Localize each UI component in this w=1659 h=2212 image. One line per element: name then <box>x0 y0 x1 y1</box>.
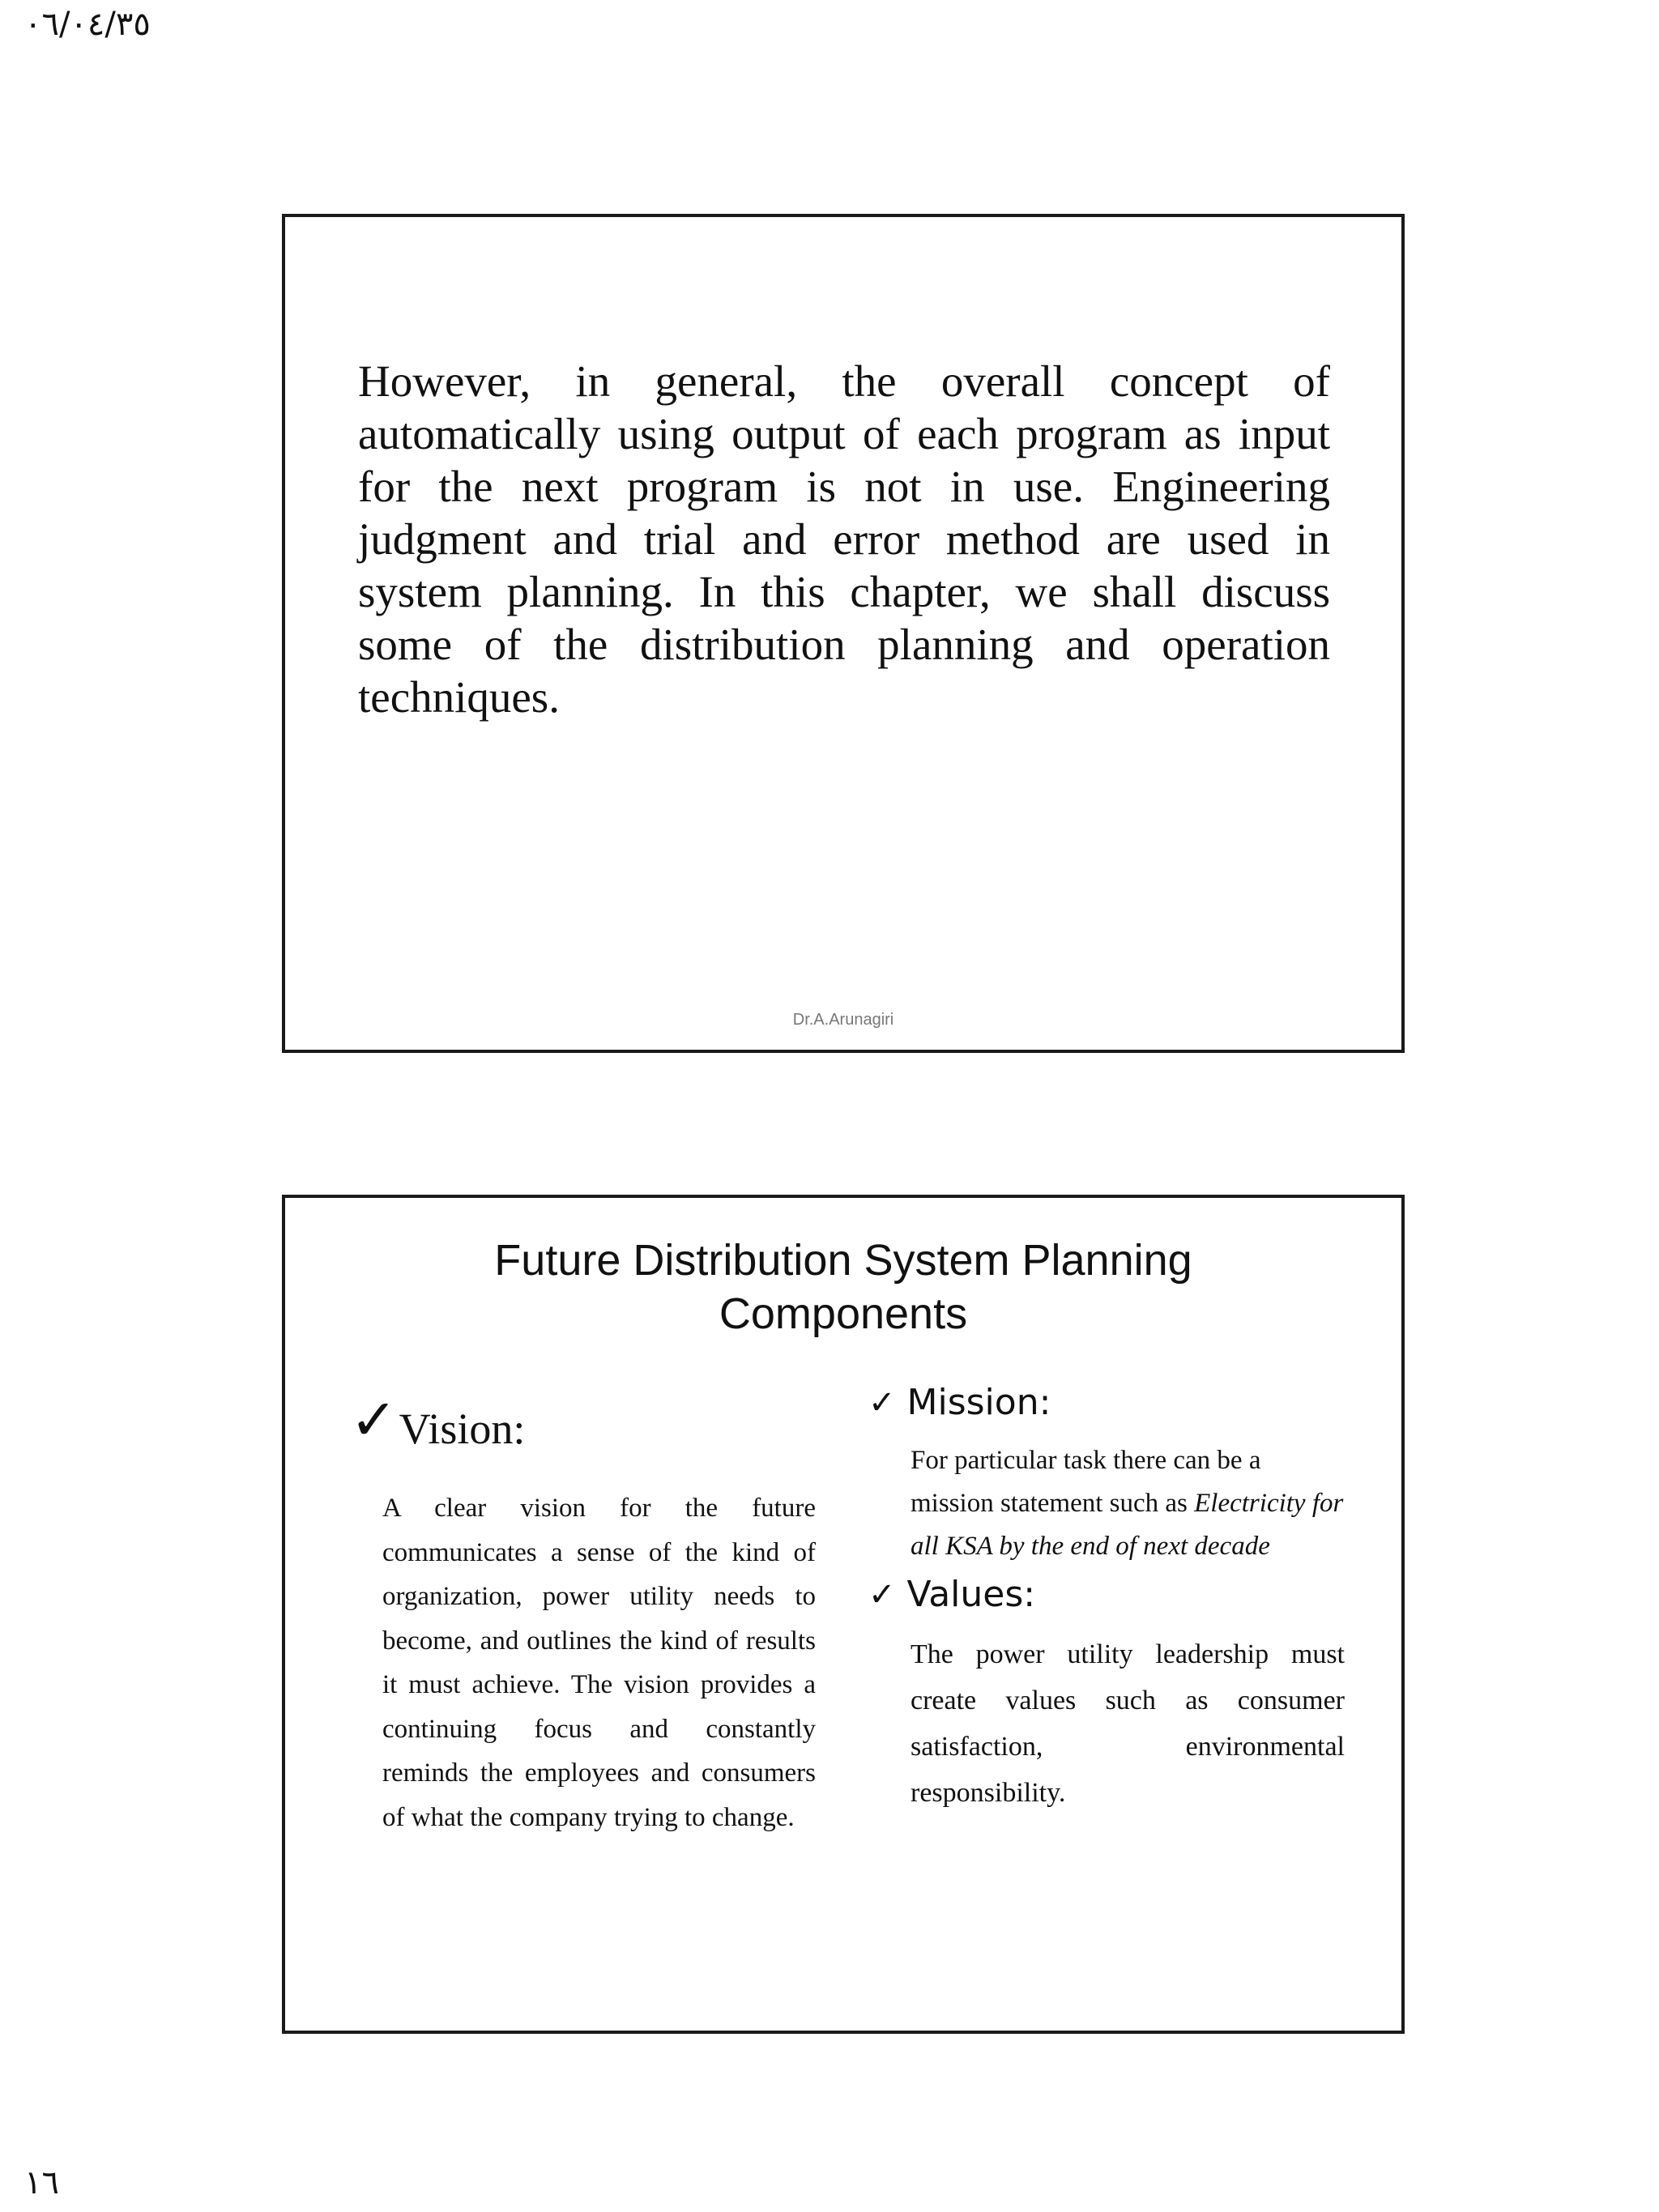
mission-text <box>911 1439 1345 1568</box>
values-text: The power utility leadership must create values such as consumer satisfaction, environmental responsibility. <box>911 1639 1345 1808</box>
checkmark-icon: ✓ <box>868 1576 896 1613</box>
slide-1 <box>282 214 1405 1053</box>
mission-heading-label: Mission: <box>906 1382 1051 1423</box>
checkmark-icon: ✓ <box>350 1387 398 1453</box>
vision-heading-label: Vision: <box>399 1404 526 1453</box>
page-number: ١٦ <box>24 2164 59 2201</box>
slide-2-title <box>285 1234 1401 1340</box>
checkmark-icon: ✓ <box>868 1384 896 1421</box>
slide-1-paragraph: However, in general, the overall concept of automatically using output of each program as input for the next program is not in use. Engineering judgment and trial and error method are used in system planning. In this chapter, we shall discuss some of the distribution planning and operation techniques. <box>358 356 1330 722</box>
values-heading-label: Values: <box>906 1574 1036 1615</box>
title-line-2: Components <box>719 1289 968 1338</box>
mission-text-italic: Electricity for all KSA by the end of next decade <box>911 1489 1344 1561</box>
mission-values-section <box>868 1381 1345 1816</box>
values-heading <box>868 1573 1338 1617</box>
title-line-1: Future Distribution System Planning <box>494 1236 1192 1285</box>
vision-heading <box>350 1383 804 1457</box>
vision-text: A clear vision for the future communicates a sense of the kind of organization, power utility needs to become, and outlines the kind of results it must achieve. The vision provides a continuing focus and constantly reminds the employees and consumers of what the company trying to change. <box>382 1494 816 1832</box>
mission-heading <box>868 1381 1338 1425</box>
header-date: ٠٦/٠٤/٣٥ <box>24 6 151 43</box>
slide-2 <box>282 1195 1405 2034</box>
mission-text-plain: For particular task there can be a mission statement such as <box>911 1446 1261 1518</box>
slide-footer-author: Dr.A.Arunagiri <box>792 1011 894 1029</box>
vision-section <box>350 1383 816 1839</box>
